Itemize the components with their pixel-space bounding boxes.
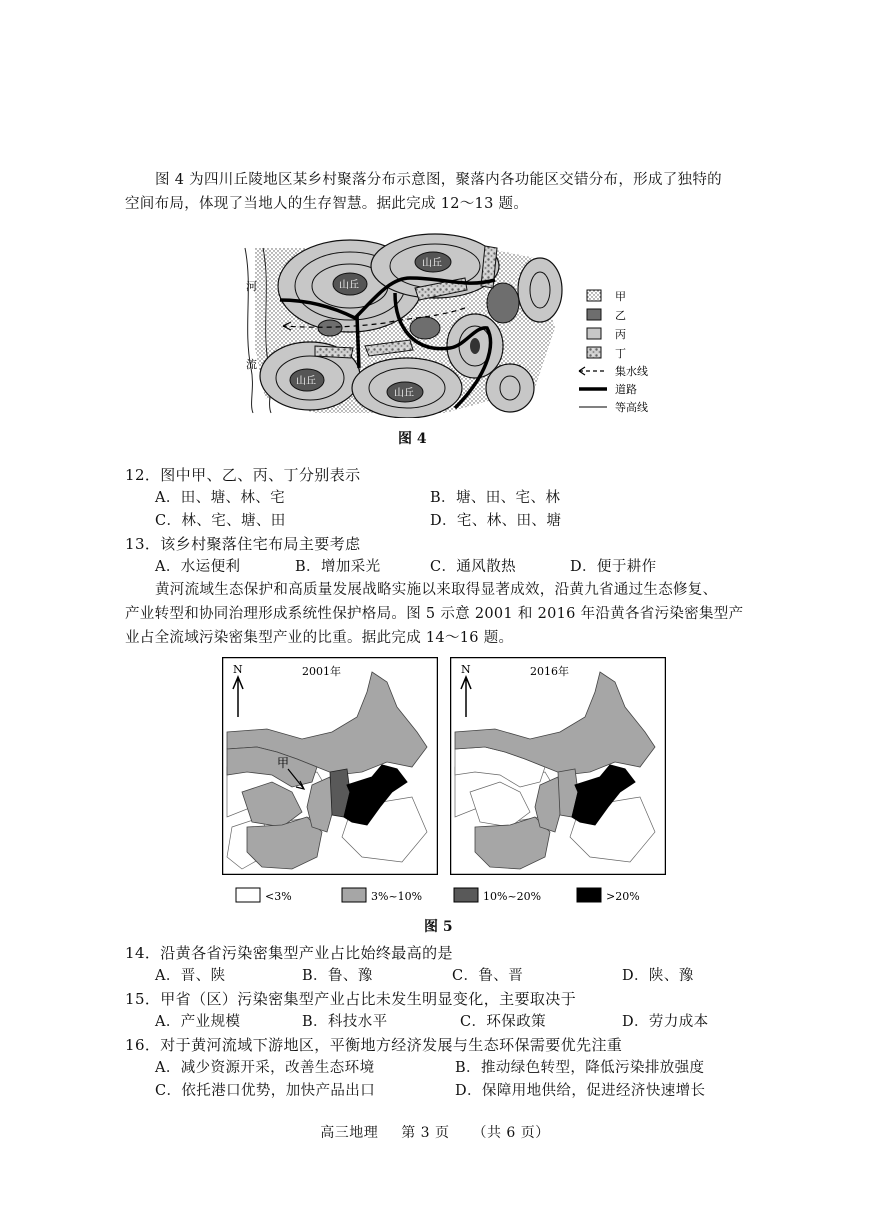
hill-far-right-top-inner (530, 272, 550, 308)
figure-5-map-2001 (222, 657, 438, 875)
year-label-2001: 2001年 (302, 665, 341, 678)
legend-contour: 等高线 (615, 401, 648, 414)
q14-option-b: B．鲁、豫 (302, 968, 373, 984)
q13-option-c: C．通风散热 (430, 559, 516, 575)
river-label-2: 流 (246, 358, 257, 371)
footer-subject: 高三地理 (320, 1125, 379, 1141)
q16-option-d: D．保障用地供给，促进经济快速增长 (455, 1083, 706, 1099)
intro-paragraph-2 (125, 578, 750, 650)
footer-page-number: 第 3 页 (401, 1125, 450, 1141)
footer-total-pages: （共 6 页） (472, 1125, 550, 1141)
pond-2 (318, 320, 342, 336)
year-label-2016: 2016年 (530, 665, 569, 678)
north-label-2001: N (233, 663, 243, 676)
jia-label: 甲 (277, 756, 290, 770)
q15-option-b: B．科技水平 (302, 1014, 388, 1030)
legend-yi: 乙 (615, 309, 626, 322)
river-label-1: 河 (246, 280, 257, 293)
figure-4-legend (579, 290, 648, 414)
legend-10-20: 10%~20% (483, 890, 542, 903)
intro-2-line-2: 产业转型和协同治理形成系统性保护格局。图 5 示意 2001 和 2016 年沿黄各省污染密集型产 (125, 606, 744, 622)
legend-jia: 甲 (615, 290, 626, 303)
q12-option-a: A．田、塘、林、宅 (155, 490, 286, 506)
q14-option-d: D．陕、豫 (622, 968, 694, 984)
q16-option-c: C．依托港口优势，加快产品出口 (155, 1083, 376, 1099)
q12-option-d: D．宅、林、田、塘 (430, 513, 562, 529)
q14-option-c: C．鲁、晋 (452, 968, 524, 984)
river-bank-left (245, 248, 253, 413)
legend-gt20: >20% (606, 890, 640, 903)
intro-1-line-1: 图 4 为四川丘陵地区某乡村聚落分布示意图，聚落内各功能区交错分布，形成了独特的 (155, 172, 722, 188)
q13-option-b: B．增加采光 (295, 559, 381, 575)
question-12-stem: 12．图中甲、乙、丙、丁分别表示 (125, 466, 361, 484)
figure-5-caption: 图 5 (424, 919, 453, 935)
figure-5-map-2016 (450, 657, 666, 875)
legend-road: 道路 (615, 383, 637, 396)
q15-option-c: C．环保政策 (460, 1014, 546, 1030)
house-strip-4 (315, 346, 353, 358)
hill-label-4: 山丘 (394, 388, 414, 399)
question-15-stem: 15．甲省（区）污染密集型产业占比未发生明显变化，主要取决于 (125, 990, 577, 1008)
hill-label-2: 山丘 (422, 258, 442, 269)
legend-3-10: 3%~10% (371, 890, 423, 903)
pond-3 (410, 317, 440, 339)
pond-1 (487, 283, 519, 323)
intro-2-line-1: 黄河流域生态保护和高质量发展战略实施以来取得显著成效，沿黄九省通过生态修复、 (155, 582, 718, 598)
question-13-stem: 13．该乡村聚落住宅布局主要考虑 (125, 535, 361, 553)
hill-label-3: 山丘 (296, 376, 316, 387)
legend-water-line: 集水线 (615, 365, 648, 378)
question-16-stem: 16．对于黄河流域下游地区，平衡地方经济发展与生态环保需要优先注重 (125, 1036, 623, 1054)
intro-2-line-3: 业占全流域污染密集型产业的比重。据此完成 14～16 题。 (125, 630, 514, 646)
hill-far-right-bottom-inner (500, 376, 520, 400)
legend-ding: 丁 (615, 347, 626, 360)
q12-option-c: C．林、宅、塘、田 (155, 513, 286, 529)
q15-option-d: D．劳力成本 (622, 1014, 709, 1030)
q13-option-d: D．便于耕作 (570, 559, 657, 575)
legend-bing: 丙 (615, 328, 626, 341)
q12-option-b: B．塘、田、宅、林 (430, 490, 561, 506)
figure-4-caption: 图 4 (398, 431, 427, 447)
intro-paragraph-1 (125, 168, 750, 216)
north-label-2016: N (461, 663, 471, 676)
question-14-stem: 14．沿黄各省污染密集型产业占比始终最高的是 (125, 944, 453, 962)
q16-option-a: A．减少资源开采，改善生态环境 (155, 1060, 375, 1076)
q13-option-a: A．水运便利 (155, 559, 241, 575)
hill-label-1: 山丘 (339, 280, 359, 291)
q16-option-b: B．推动绿色转型，降低污染排放强度 (455, 1060, 705, 1076)
q14-option-a: A．晋、陕 (155, 968, 226, 984)
legend-lt3: <3% (265, 890, 292, 903)
figure-5-legend (232, 884, 662, 908)
q15-option-a: A．产业规模 (155, 1014, 241, 1030)
figure-4-village-map (235, 228, 665, 418)
road-vertical (357, 316, 359, 368)
page-footer (0, 1122, 870, 1142)
hill-lower-middle (352, 358, 462, 418)
intro-1-line-2: 空间布局，体现了当地人的生存智慧。据此完成 12～13 题。 (125, 196, 529, 212)
